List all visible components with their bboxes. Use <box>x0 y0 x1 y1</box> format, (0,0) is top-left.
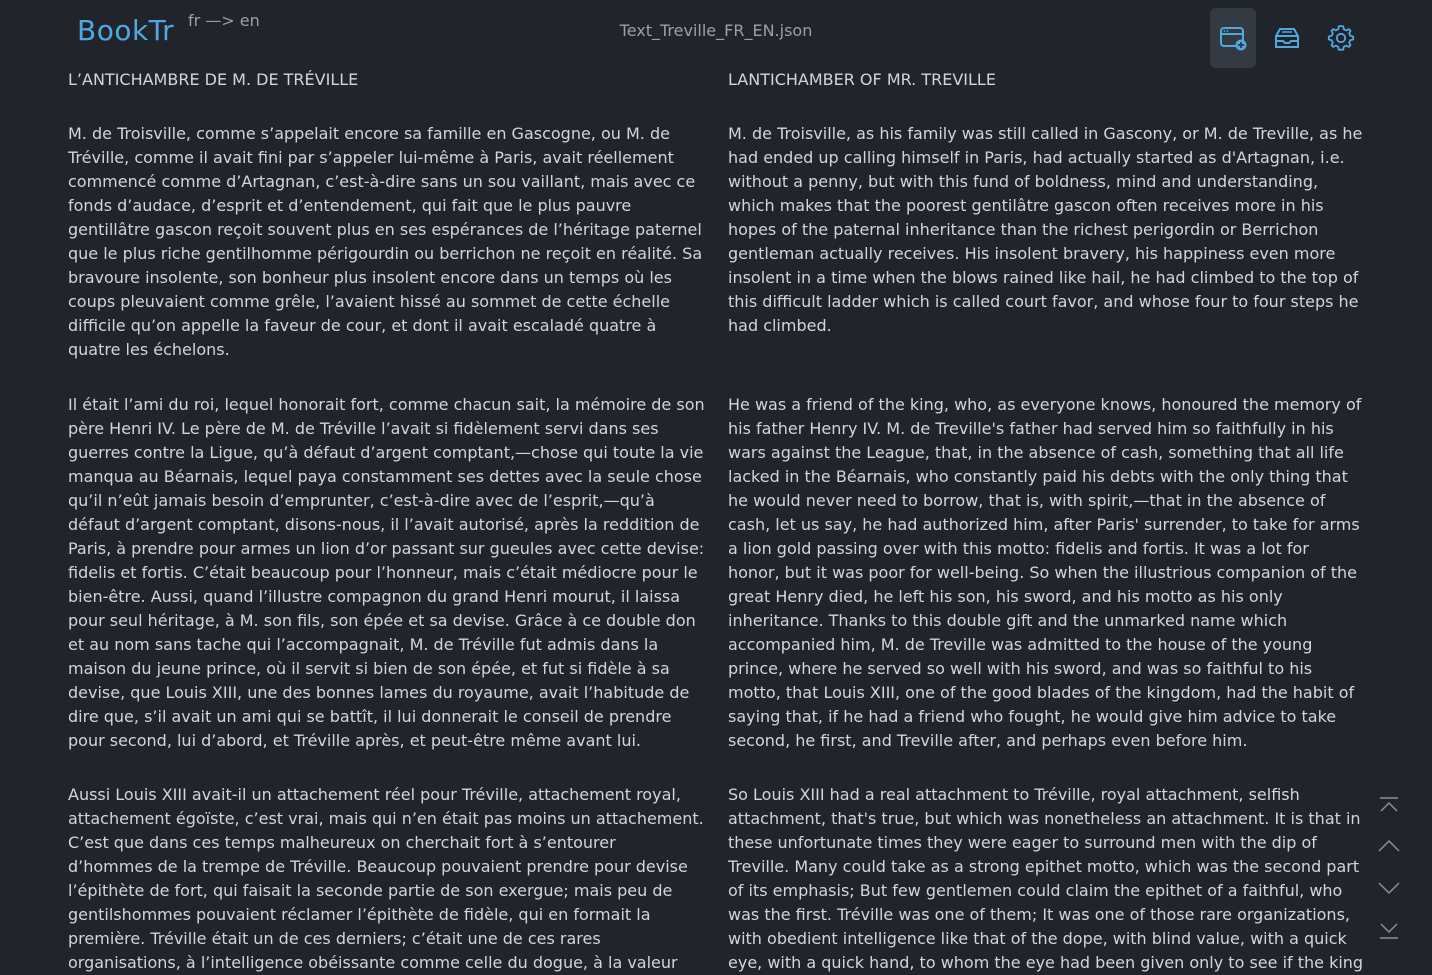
open-file-button[interactable] <box>1210 8 1256 68</box>
page-down-icon <box>1377 876 1401 900</box>
scroll-to-top-icon <box>1377 793 1401 817</box>
source-paragraph: Il était l’ami du roi, lequel honorait fort, comme chacun sait, la mémoire de son père Henri IV. Le père de M. de Tréville l’avait si fidèlement servi dans ses guerres contre la Ligue, qu’à défaut d’argent comptant,—chose qui toute la vie manqua au Béarnais, lequel paya constamment ses dettes avec la seule chose qu’il n’eût jamais besoin d’emprunter, c’est-à-dire avec de l’esprit,—qu’à défaut d’argent comptant, disons-nous, il l’avait autorisé, après la reddition de Paris, à prendre pour armes un lion d’or passant sur gueules avec cette devise: fidelis et fortis. C’était beaucoup pour l’honneur, mais c’était médiocre pour le bien-être. Aussi, quand l’illustre compagnon du grand Henri mourut, il laissa pour seul héritage, à M. son fils, son épée et sa devise. Grâce à ce double don et au nom sans tache qui l’accompagnait, M. de Tréville fut admis dans la maison du jeune prince, où il servit si bien de son épée, et fut si fidèle à sa devise, que Louis XIII, une des bonnes lames du royaume, avait l’habitude de dire que, s’il avait un ami qui se battît, il lui donnerait le conseil de prendre pour second, lui d’abord, et Tréville après, et peut-être même avant lui. <box>68 395 705 750</box>
page-down-button[interactable] <box>1374 873 1404 903</box>
page-up-button[interactable] <box>1374 831 1404 861</box>
gear-icon <box>1326 23 1356 53</box>
page-up-icon <box>1377 834 1401 858</box>
app-logo[interactable]: BookTr <box>77 14 175 47</box>
source-paragraph: Aussi Louis XIII avait-il un attachement réel pour Tréville, attachement royal, attachement égoïste, c’est vrai, mais qui n’en était pas moins un attachement. C’est que dans ces temps malheureux on cherchait fort à s’entourer d’hommes de la trempe de Tréville. Beaucoup pouvaient prendre pour devise l’épithète de fort, qui faisait la seconde partie de son exergue; mais peu de gentilshommes pouvaient réclamer l’épithète de fidèle, qui en formait la première. Tréville était un de ces derniers; c’était une de ces rares organisations, à l’intelligence obéissante comme celle du dogue, à la valeur <box>68 785 704 972</box>
target-heading: LANTICHAMBER OF MR. TREVILLE <box>728 70 996 89</box>
source-paragraph: M. de Troisville, comme s’appelait encore sa famille en Gascogne, ou M. de Tréville, comme il avait fini par s’appeler lui-même à Paris, avait réellement commencé comme d’Artagnan, c’est-à-dire sans un sou vaillant, mais avec ce fonds d’audace, d’esprit et d’entendement, qui fait que le plus pauvre gentillâtre gascon reçoit souvent plus en ses espérances de l’héritage paternel que le plus riche gentilhomme périgourdin ou berrichon ne reçoit en réalité. Sa bravoure insolente, son bonheur plus insolent encore dans un temps où les coups pleuvaient comme grêle, l’avaient hissé au sommet de cette échelle difficile qu’on appelle la faveur de cour, et dont il avait escaladé quatre à quatre les échelons. <box>68 124 703 359</box>
language-pair: fr —> en <box>188 11 260 30</box>
scroll-to-bottom-button[interactable] <box>1374 915 1404 945</box>
file-name: Text_Treville_FR_EN.json <box>619 21 813 40</box>
target-paragraph: He was a friend of the king, who, as everyone knows, honoured the memory of his father Henry IV. M. de Treville's father had served him so faithfully in his wars against the League, that, in the absence of cash, something that all life lacked in the Béarnais, who constantly paid his debts with the only thing that he would never need to borrow, that is, with spirit,—that in the absence of cash, let us say, he had authorized him, after Paris' surrender, to take for arms a lion gold passing over with this motto: fidelis and fortis. It was a lot for honor, but it was poor for well-being. So when the illustrious companion of the great Henry died, he left his son, his sword, and his motto as his only inheritance. Thanks to this double gift and the unmarked name which accompanied him, M. de Treville was admitted to the house of the young prince, where he served so well with his sword, and was so faithful to his motto, that Louis XIII, one of the good blades of the kingdom, had the habit of saying that, if he had a friend who fought, he would give him advice to take second, he first, and Treville after, and perhaps even before him. <box>728 395 1362 750</box>
scroll-to-top-button[interactable] <box>1374 790 1404 820</box>
open-file-icon <box>1218 23 1248 53</box>
library-button[interactable] <box>1264 8 1310 68</box>
library-icon <box>1272 23 1302 53</box>
source-heading: L’ANTICHAMBRE DE M. DE TRÉVILLE <box>68 70 359 89</box>
target-paragraph: So Louis XIII had a real attachment to Tréville, royal attachment, selfish attachment, that's true, but which was nonetheless an attachment. It is that in these unfortunate times they were eager to surround men with the dip of Treville. Many could take as a strong epithet motto, which was the second part of its emphasis; But few gentlemen could claim the epithet of a faithful, who was the first. Tréville was one of them; It was one of those rare organizations, with obedient intelligence like that of the dope, with blind value, with a quick eye, with a quick hand, to whom the eye had been given only to see if the king <box>728 785 1364 972</box>
app-header <box>0 0 1432 70</box>
reader-content <box>0 66 1432 972</box>
settings-button[interactable] <box>1318 8 1364 68</box>
target-paragraph: M. de Troisville, as his family was still called in Gascony, or M. de Treville, as he had ended up calling himself in Paris, had actually started as d'Artagnan, i.e. without a penny, but with this fund of boldness, mind and understanding, which makes that the poorest gentilâtre gascon often receives more in his hopes of the paternal inheritance than the richest perigordin or Berrichon gentleman actually receives. His insolent bravery, his happiness even more insolent in a time when the blows rained like hail, he had climbed to the top of this difficult ladder which is called court favor, and whose four to four steps he had climbed. <box>728 124 1363 335</box>
scroll-to-bottom-icon <box>1377 918 1401 942</box>
